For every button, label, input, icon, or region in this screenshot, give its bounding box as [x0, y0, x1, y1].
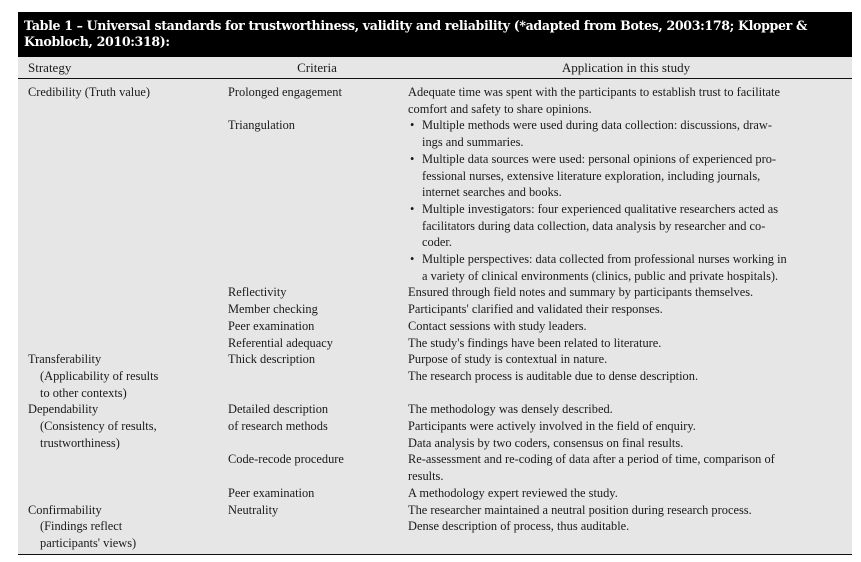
bullet-item: [408, 151, 844, 201]
table-body: [18, 57, 852, 555]
criteria-cell: [220, 401, 406, 451]
application-text: results.: [408, 469, 444, 484]
application-text: Purpose of study is contextual in nature.: [408, 352, 608, 367]
criteria-cell: [220, 335, 406, 352]
strategy-cell: [18, 502, 220, 552]
strategy-name: Confirmability: [28, 502, 102, 517]
criteria-cell: [220, 301, 406, 318]
table-caption: [18, 12, 852, 57]
strategy-cell: [18, 351, 220, 401]
bullet-text: fessional nurses, extensive literature exploration, including journals,: [422, 168, 761, 183]
strategy-cell: [18, 84, 220, 117]
caption-line-1: Table 1 – Universal standards for trustworthiness, validity and reliability (*adapted from Botes, 2003:178; Klopper &: [24, 18, 807, 33]
criteria-text: Reflectivity: [228, 285, 287, 300]
table-row: [18, 502, 852, 552]
criteria-text: Code-recode procedure: [228, 452, 344, 467]
criteria-text: Referential adequacy: [228, 335, 333, 350]
bullet-text: • Multiple data sources were used: personal opinions of experienced pro-: [422, 151, 777, 166]
bullet-text: • Multiple methods were used during data collection: discussions, draw-: [422, 118, 772, 133]
criteria-text: Peer examination: [228, 318, 315, 333]
criteria-text: Neutrality: [228, 502, 279, 517]
strategy-cell: [18, 301, 220, 318]
strategy-cell: [18, 284, 220, 301]
header-criteria: Criteria: [297, 60, 337, 75]
strategy-name: Credibility (Truth value): [28, 85, 151, 99]
strategy-cell: [18, 335, 220, 352]
criteria-text: Member checking: [228, 302, 318, 317]
application-cell: [406, 84, 852, 117]
application-cell: [406, 485, 852, 502]
criteria-text: Detailed description: [228, 402, 329, 417]
criteria-cell: [220, 284, 406, 301]
strategy-description: (Consistency of results,: [40, 419, 157, 434]
strategy-cell: [18, 318, 220, 335]
criteria-text: Peer examination: [228, 485, 315, 500]
table-row: [18, 401, 852, 451]
bullet-text: ings and summaries.: [422, 135, 524, 150]
table-row: [18, 485, 852, 502]
caption-line-2: Knobloch, 2010:318):: [24, 34, 170, 49]
strategy-cell: [18, 117, 220, 284]
application-text: Participants' clarified and validated their responses.: [408, 302, 663, 317]
application-cell: [406, 318, 852, 335]
standards-table: [18, 12, 852, 555]
table-rows: [18, 79, 852, 555]
application-text: comfort and safety to share opinions.: [408, 101, 592, 116]
criteria-cell: [220, 451, 406, 484]
strategy-description: participants' views): [40, 535, 137, 550]
strategy-description: trustworthiness): [40, 435, 120, 450]
application-cell: [406, 117, 852, 284]
criteria-cell: [220, 485, 406, 502]
strategy-cell: [18, 485, 220, 502]
criteria-cell: [220, 351, 406, 401]
bullet-text: • Multiple perspectives: data collected from professional nurses working in: [422, 252, 787, 267]
bullet-list: [408, 117, 844, 284]
application-text: Dense description of process, thus auditable.: [408, 519, 630, 534]
strategy-description: (Findings reflect: [40, 519, 123, 534]
strategy-cell: [18, 401, 220, 451]
application-cell: [406, 335, 852, 352]
bullet-text: coder.: [422, 235, 452, 250]
bullet-text: facilitators during data collection, data analysis by researcher and co-: [422, 218, 766, 233]
criteria-text: Triangulation: [228, 118, 296, 133]
bullet-text: • Multiple investigators: four experienced qualitative researchers acted as: [422, 201, 779, 216]
criteria-cell: [220, 84, 406, 117]
criteria-cell: [220, 117, 406, 284]
strategy-name: Dependability: [28, 402, 99, 417]
header-application: Application in this study: [561, 60, 691, 75]
bullet-item: [408, 201, 844, 251]
table-row: [18, 117, 852, 284]
application-text: The study's findings have been related to literature.: [408, 335, 662, 350]
application-text: Contact sessions with study leaders.: [408, 318, 587, 333]
bullet-item: [408, 117, 844, 150]
table-row: [18, 84, 852, 117]
application-cell: [406, 401, 852, 451]
bullet-item: [408, 251, 844, 284]
criteria-text: of research methods: [228, 419, 328, 434]
bullet-text: internet searches and books.: [422, 185, 562, 200]
column-header-row: [18, 57, 852, 79]
criteria-text: Thick description: [228, 352, 316, 367]
application-cell: [406, 502, 852, 552]
application-text: Participants were actively involved in the field of enquiry.: [408, 419, 696, 434]
application-text: The researcher maintained a neutral position during research process.: [408, 502, 752, 517]
table-row: [18, 335, 852, 352]
strategy-name: Transferability: [28, 352, 102, 367]
bullet-text: a variety of clinical environments (clinics, public and private hospitals).: [422, 268, 779, 283]
application-text: Re-assessment and re-coding of data after a period of time, comparison of: [408, 452, 775, 467]
criteria-text: Prolonged engagement: [228, 85, 342, 99]
application-text: Adequate time was spent with the participants to establish trust to facilitate: [408, 85, 780, 99]
header-strategy: Strategy: [28, 60, 72, 75]
table-row: [18, 351, 852, 401]
application-cell: [406, 284, 852, 301]
criteria-cell: [220, 318, 406, 335]
table-row: [18, 451, 852, 484]
strategy-cell: [18, 451, 220, 484]
application-cell: [406, 451, 852, 484]
application-text: The methodology was densely described.: [408, 402, 613, 417]
strategy-description: (Applicability of results: [40, 368, 159, 383]
application-cell: [406, 351, 852, 401]
strategy-description: to other contexts): [40, 385, 127, 400]
application-cell: [406, 301, 852, 318]
application-text: A methodology expert reviewed the study.: [408, 485, 618, 500]
criteria-cell: [220, 502, 406, 552]
application-text: Ensured through field notes and summary by participants themselves.: [408, 285, 754, 300]
application-text: The research process is auditable due to dense description.: [408, 368, 699, 383]
table-row: [18, 301, 852, 318]
table-row: [18, 318, 852, 335]
application-text: Data analysis by two coders, consensus on final results.: [408, 435, 684, 450]
table-row: [18, 284, 852, 301]
